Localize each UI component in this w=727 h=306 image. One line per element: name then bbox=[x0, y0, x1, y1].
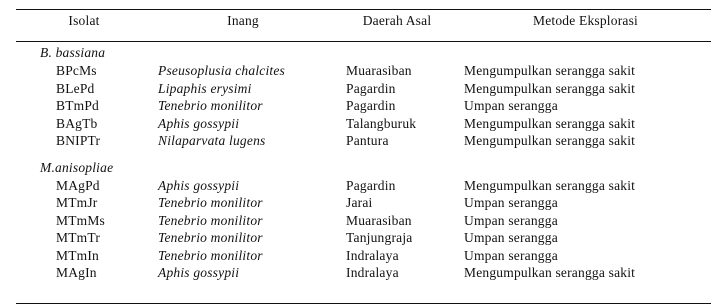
cell-daerah: Pagardin bbox=[346, 98, 396, 113]
cell-inang: Tenebrio monilitor bbox=[158, 195, 263, 210]
cell-metode: Umpan serangga bbox=[464, 98, 558, 113]
cell-metode: Mengumpulkan serangga sakit bbox=[464, 133, 636, 148]
cell-isolat: MTmMs bbox=[56, 212, 106, 228]
cell-metode: Mengumpulkan serangga sakit bbox=[464, 63, 636, 78]
cell-isolat: BLePd bbox=[56, 80, 95, 96]
table-row bbox=[16, 177, 711, 195]
cell-metode: Mengumpulkan serangga sakit bbox=[464, 80, 636, 96]
cell-isolat: MAgPd bbox=[56, 177, 100, 193]
cell-metode: Mengumpulkan serangga sakit bbox=[464, 177, 636, 193]
cell-inang: Aphis gossypii bbox=[158, 177, 240, 193]
header-metode-eksplorasi: Metode Eksplorasi bbox=[532, 13, 638, 28]
cell-daerah: Indralaya bbox=[346, 247, 399, 263]
cell-daerah: Muarasiban bbox=[346, 63, 412, 78]
cell-inang: Tenebrio monilitor bbox=[158, 212, 263, 228]
table-bottom-rule bbox=[16, 303, 711, 304]
group-row-m-anisopliae bbox=[16, 158, 711, 177]
table-row bbox=[16, 62, 711, 80]
cell-inang: Tenebrio monilitor bbox=[158, 230, 263, 245]
cell-daerah: Talangburuk bbox=[346, 115, 417, 131]
cell-daerah: Jarai bbox=[346, 195, 373, 210]
table-top-rule bbox=[16, 9, 711, 10]
cell-metode: Umpan serangga bbox=[464, 212, 558, 228]
group-label: B. bassiana bbox=[40, 45, 106, 60]
cell-isolat: BPcMs bbox=[56, 63, 97, 78]
cell-inang: Aphis gossypii bbox=[158, 115, 240, 131]
cell-daerah: Pantura bbox=[346, 133, 389, 148]
table-row bbox=[16, 229, 711, 247]
cell-metode: Umpan serangga bbox=[464, 195, 558, 210]
cell-metode: Mengumpulkan serangga sakit bbox=[464, 265, 636, 280]
cell-isolat: MTmIn bbox=[56, 247, 99, 263]
table-row bbox=[16, 264, 711, 282]
cell-inang: Pseusoplusia chalcites bbox=[158, 63, 286, 78]
isolate-table bbox=[16, 5, 711, 282]
cell-isolat: BNIPTr bbox=[56, 133, 101, 148]
cell-inang: Nilaparvata lugens bbox=[158, 133, 266, 148]
group-label: M.anisopliae bbox=[40, 159, 114, 175]
cell-daerah: Pagardin bbox=[346, 177, 396, 193]
cell-daerah: Pagardin bbox=[346, 80, 396, 96]
cell-metode: Mengumpulkan serangga sakit bbox=[464, 115, 636, 131]
table-row bbox=[16, 194, 711, 212]
header-daerah-asal: Daerah Asal bbox=[362, 13, 432, 28]
cell-inang: Lipaphis erysimi bbox=[158, 80, 252, 96]
table-header-rule bbox=[16, 41, 711, 42]
table-row bbox=[16, 212, 711, 230]
cell-isolat: MTmJr bbox=[56, 195, 98, 210]
cell-metode: Umpan serangga bbox=[464, 247, 558, 263]
isolate-table-container bbox=[0, 5, 727, 306]
table-row bbox=[16, 97, 711, 115]
header-inang: Inang bbox=[227, 13, 259, 28]
cell-daerah: Tanjungraja bbox=[346, 230, 413, 245]
header-isolat: Isolat bbox=[68, 13, 100, 28]
table-row bbox=[16, 115, 711, 133]
cell-isolat: BAgTb bbox=[56, 115, 98, 131]
table-row bbox=[16, 132, 711, 150]
cell-daerah: Muarasiban bbox=[346, 212, 412, 228]
cell-inang: Aphis gossypii bbox=[158, 265, 240, 280]
table-row bbox=[16, 247, 711, 265]
cell-isolat: MAgIn bbox=[56, 265, 97, 280]
cell-inang: Tenebrio monilitor bbox=[158, 98, 263, 113]
cell-isolat: BTmPd bbox=[56, 98, 100, 113]
cell-daerah: Indralaya bbox=[346, 265, 399, 280]
table-row bbox=[16, 80, 711, 98]
cell-isolat: MTmTr bbox=[56, 230, 101, 245]
group-row-b-bassiana bbox=[16, 43, 711, 62]
cell-metode: Umpan serangga bbox=[464, 230, 558, 245]
cell-inang: Tenebrio monilitor bbox=[158, 247, 263, 263]
